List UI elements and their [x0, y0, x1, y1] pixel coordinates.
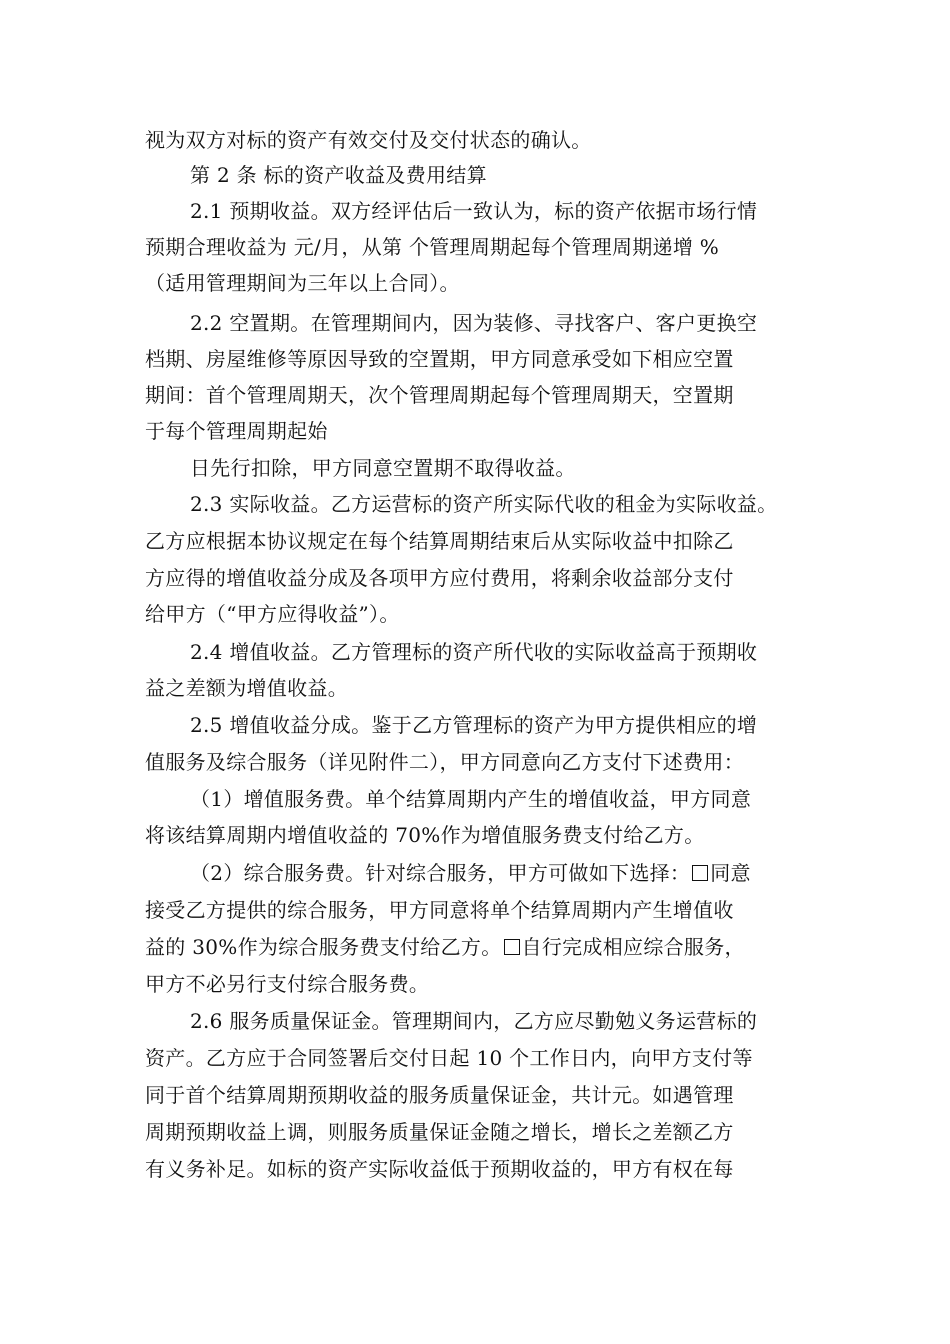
- text-line: 乙方应根据本协议规定在每个结算周期结束后从实际收益中扣除乙: [145, 529, 734, 553]
- text-line: （1）增值服务费。单个结算周期内产生的增值收益，甲方同意: [190, 787, 752, 811]
- text-line: 资产。乙方应于合同签署后交付日起 10 个工作日内，向甲方支付等: [145, 1046, 753, 1070]
- text-line: 2.6 服务质量保证金。管理期间内，乙方应尽勤勉义务运营标的: [190, 1009, 758, 1033]
- text-line: 将该结算周期内增值收益的 70%作为增值服务费支付给乙方。: [145, 823, 705, 847]
- section-heading: 第 2 条 标的资产收益及费用结算: [190, 163, 487, 187]
- text-segment: 益的 30%作为综合服务费支付给乙方。: [145, 935, 502, 959]
- text-line: [145, 935, 835, 959]
- checkbox-self-complete[interactable]: [504, 939, 520, 955]
- checkbox-label: 自行完成相应综合服务，: [521, 935, 745, 959]
- text-line: 视为双方对标的资产有效交付及交付状态的确认。: [145, 128, 592, 152]
- text-line: [190, 861, 835, 885]
- text-line: 2.2 空置期。在管理期间内，因为装修、寻找客户、客户更换空: [190, 311, 758, 335]
- text-line: 预期合理收益为 元/月，从第 个管理周期起每个管理周期递增 %: [145, 235, 720, 259]
- text-line: 益之差额为增值收益。: [145, 676, 348, 700]
- text-line: 2.3 实际收益。乙方运营标的资产所实际代收的租金为实际收益。: [190, 492, 778, 516]
- text-line: 接受乙方提供的综合服务，甲方同意将单个结算周期内产生增值收: [145, 898, 734, 922]
- text-line: 2.1 预期收益。双方经评估后一致认为，标的资产依据市场行情: [190, 199, 758, 223]
- text-line: 档期、房屋维修等原因导致的空置期，甲方同意承受如下相应空置: [145, 347, 734, 371]
- text-line: 期间：首个管理周期天，次个管理周期起每个管理周期天，空置期: [145, 383, 734, 407]
- text-line: 方应得的增值收益分成及各项甲方应付费用，将剩余收益部分支付: [145, 566, 734, 590]
- text-line: 甲方不必另行支付综合服务费。: [145, 972, 430, 996]
- text-line: 2.4 增值收益。乙方管理标的资产所代收的实际收益高于预期收: [190, 640, 758, 664]
- text-line: （适用管理期间为三年以上合同）。: [145, 271, 460, 295]
- text-line: 2.5 增值收益分成。鉴于乙方管理标的资产为甲方提供相应的增: [190, 713, 758, 737]
- text-segment: （2）综合服务费。针对综合服务，甲方可做如下选择：: [190, 861, 691, 885]
- text-line: 同于首个结算周期预期收益的服务质量保证金，共计元。如遇管理: [145, 1083, 734, 1107]
- text-line: 于每个管理周期起始: [145, 419, 328, 443]
- checkbox-label: 同意: [710, 861, 751, 885]
- text-line: 值服务及综合服务（详见附件二），甲方同意向乙方支付下述费用：: [145, 750, 744, 774]
- text-line: 有义务补足。如标的资产实际收益低于预期收益的，甲方有权在每: [145, 1157, 734, 1181]
- checkbox-agree[interactable]: [692, 865, 708, 881]
- text-line: 日先行扣除，甲方同意空置期不取得收益。: [190, 456, 576, 480]
- text-line: 周期预期收益上调，则服务质量保证金随之增长，增长之差额乙方: [145, 1120, 734, 1144]
- text-line: 给甲方（“甲方应得收益”）。: [145, 602, 400, 626]
